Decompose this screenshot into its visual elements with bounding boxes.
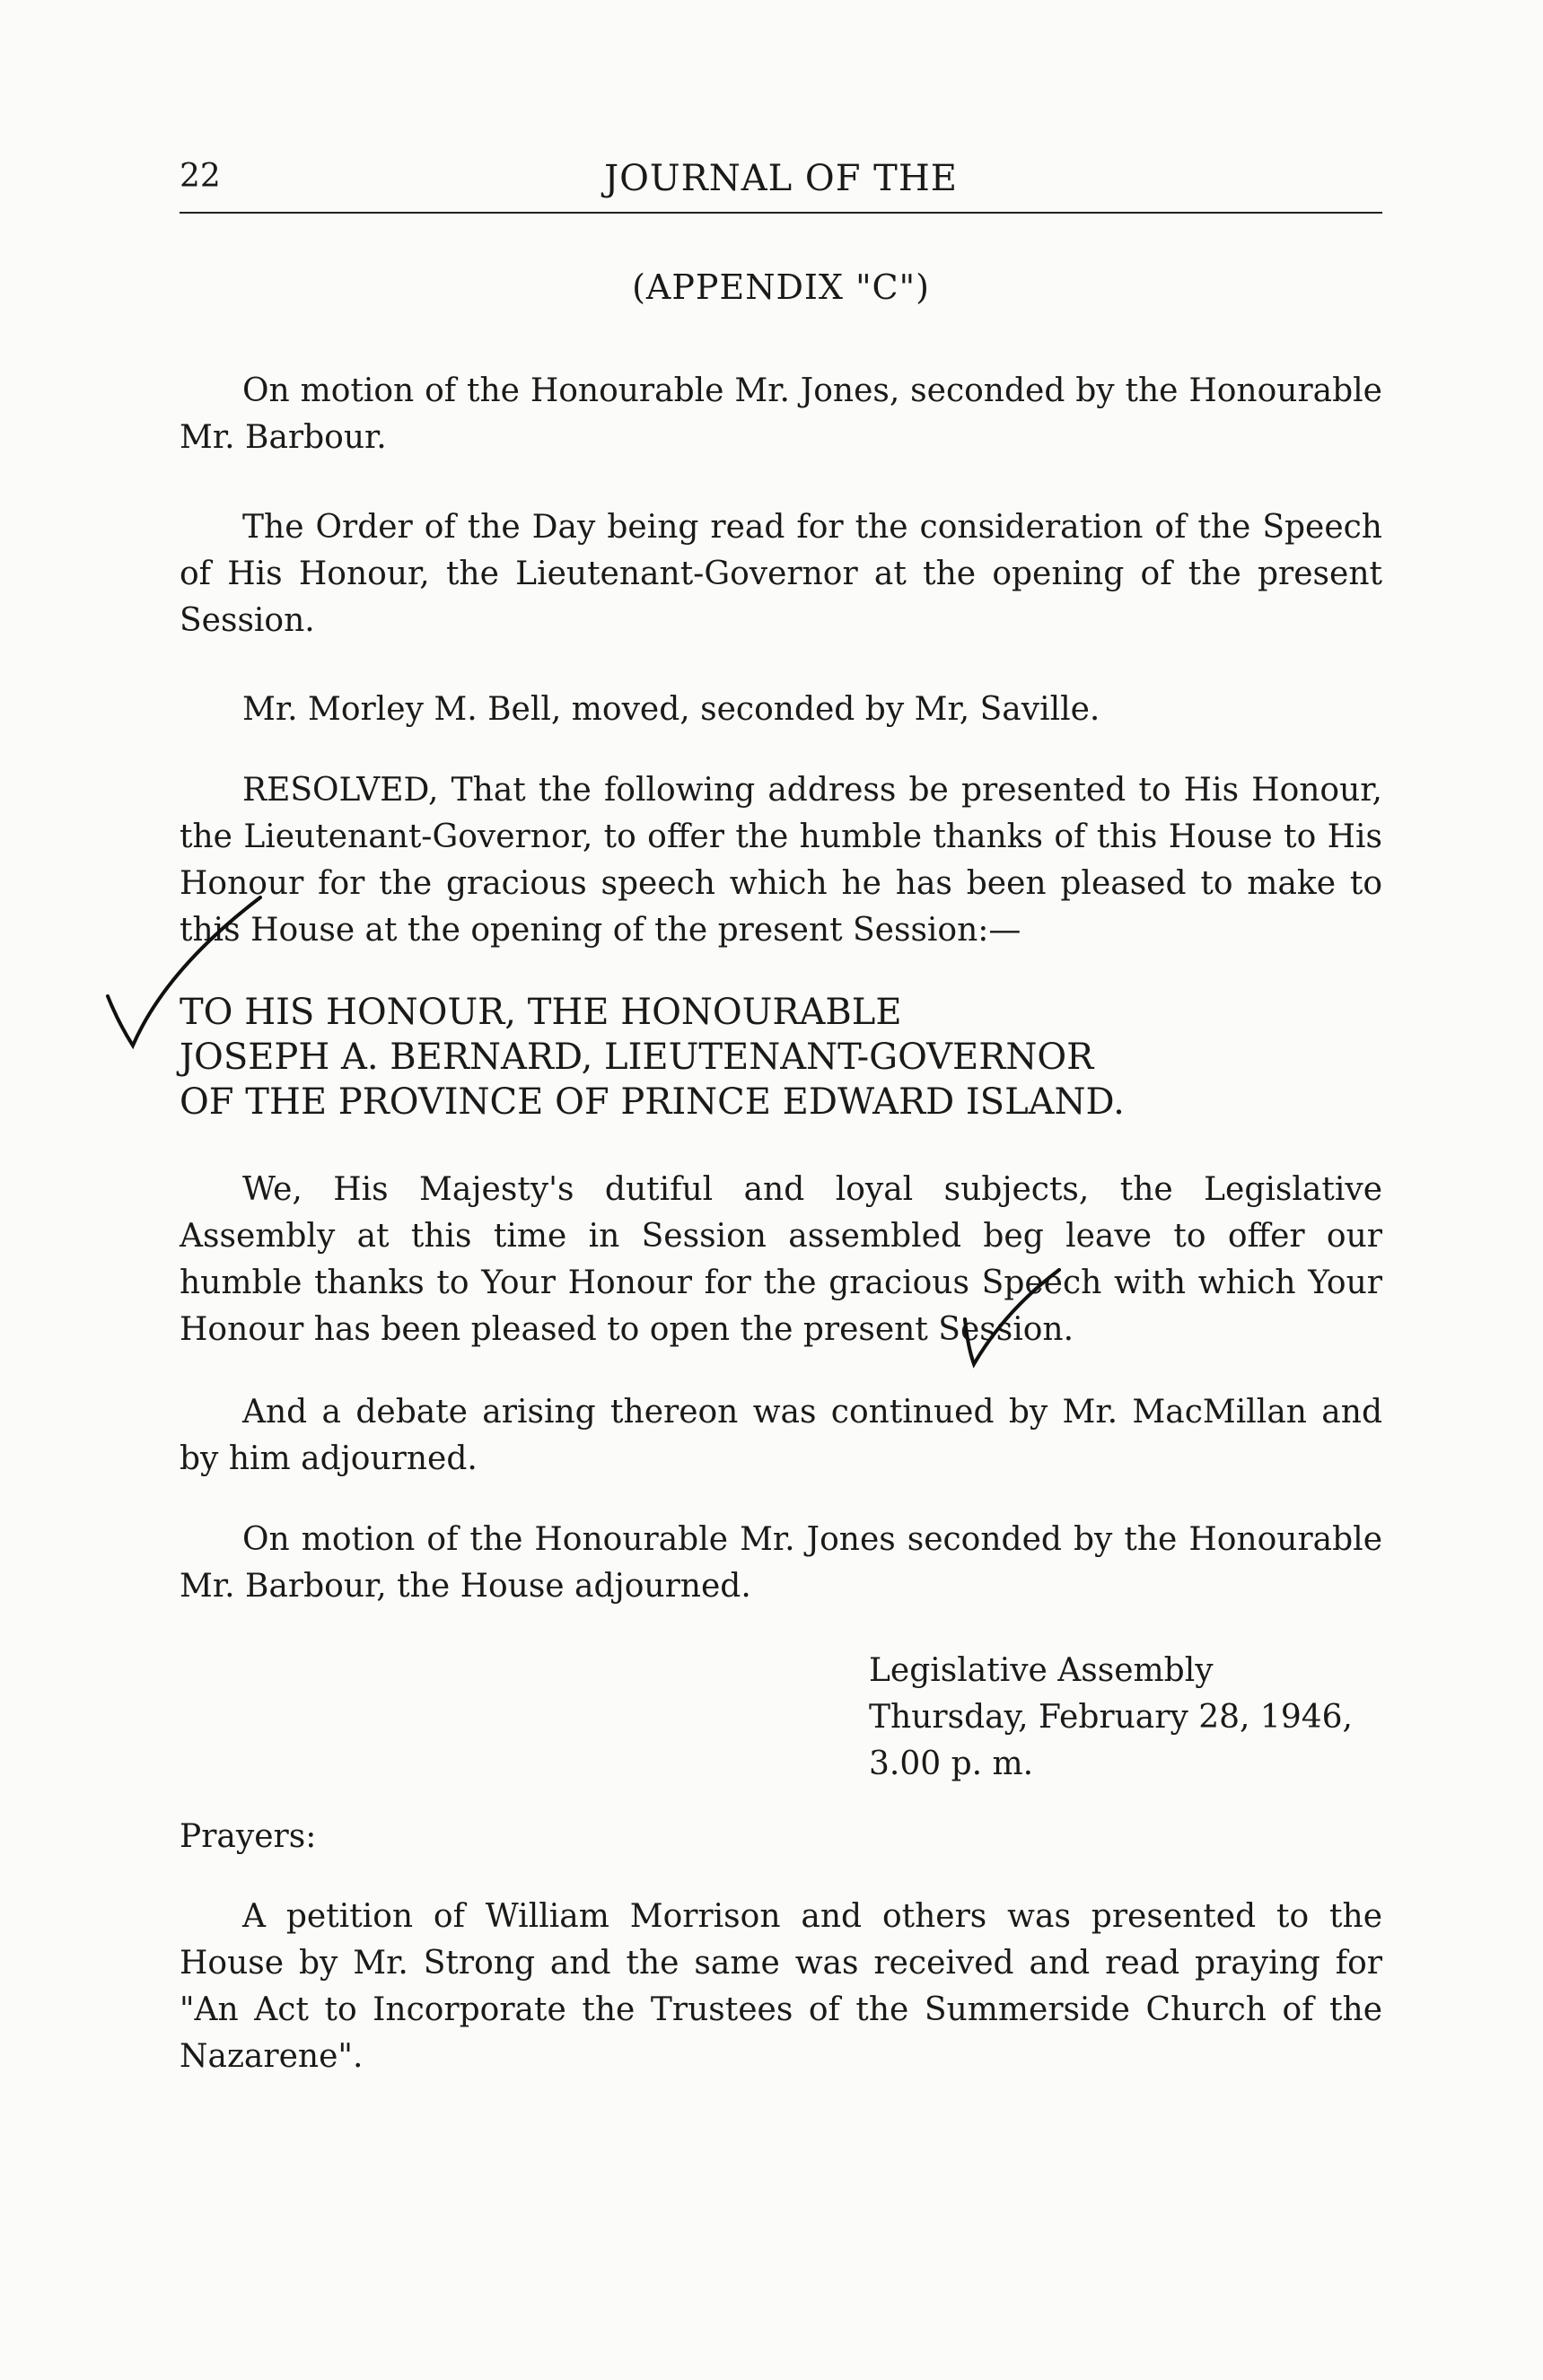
resolved-paragraph [180,767,1382,954]
motion-text: On motion of the Honourable Mr. Jones, seconded by the Honourable Mr. Barbour. [180,372,1382,456]
addressee-block [180,990,1382,1124]
addressee-line-3: OF THE PROVINCE OF PRINCE EDWARD ISLAND. [180,1081,1125,1123]
mover-paragraph [180,687,1382,733]
sitting-heading [869,1648,1407,1788]
address-paragraph [180,1167,1382,1353]
petition-paragraph [180,1894,1382,2080]
prayers-label: Prayers: [180,1818,317,1855]
addressee-line-2: JOSEPH A. BERNARD, LIEUTENANT-GOVERNOR [180,1037,1094,1078]
order-of-day-text: The Order of the Day being read for the consideration of the Speech of His Honour, the Lieutenant-Governor at the opening of the present Session. [180,509,1382,639]
page-number: 22 [180,158,221,195]
sitting-line-1: Legislative Assembly [869,1652,1214,1689]
appendix-title: (APPENDIX "C") [632,267,930,307]
journal-title: JOURNAL OF THE [604,158,958,199]
adjournment-text: On motion of the Honourable Mr. Jones seconded by the Honourable Mr. Barbour, the House adjourned. [180,1521,1382,1605]
resolved-text: RESOLVED, That the following address be presented to His Honour, the Lieutenant-Governor, to offer the humble thanks of this House to His Honour for the gracious speech which he has been pleased to make to this House at the opening of the present Session:— [180,772,1382,949]
address-text: We, His Majesty's dutiful and loyal subjects, the Legislative Assembly at this time in Session assembled beg leave to offer our humble thanks to Your Honour for the gracious Speech with which Your Honour has been pleased to open the present Session. [180,1171,1382,1348]
debate-text: And a debate arising thereon was continued by Mr. MacMillan and by him adjourned. [180,1394,1382,1477]
addressee-line-1: TO HIS HONOUR, THE HONOURABLE [180,992,902,1033]
running-head [180,158,1382,214]
order-of-day-paragraph [180,504,1382,644]
petition-text: A petition of William Morrison and others was presented to the House by Mr. Strong and the same was received and read praying for "An Act to Incorporate the Trustees of the Summerside Church of the Nazarene". [180,1898,1382,2075]
sitting-line-3: 3.00 p. m. [869,1746,1034,1782]
mover-text: Mr. Morley M. Bell, moved, seconded by Mr, Saville. [242,691,1100,728]
adjournment-paragraph [180,1517,1382,1610]
debate-paragraph [180,1389,1382,1483]
sitting-line-2: Thursday, February 28, 1946, [869,1699,1353,1736]
motion-paragraph [180,368,1382,461]
